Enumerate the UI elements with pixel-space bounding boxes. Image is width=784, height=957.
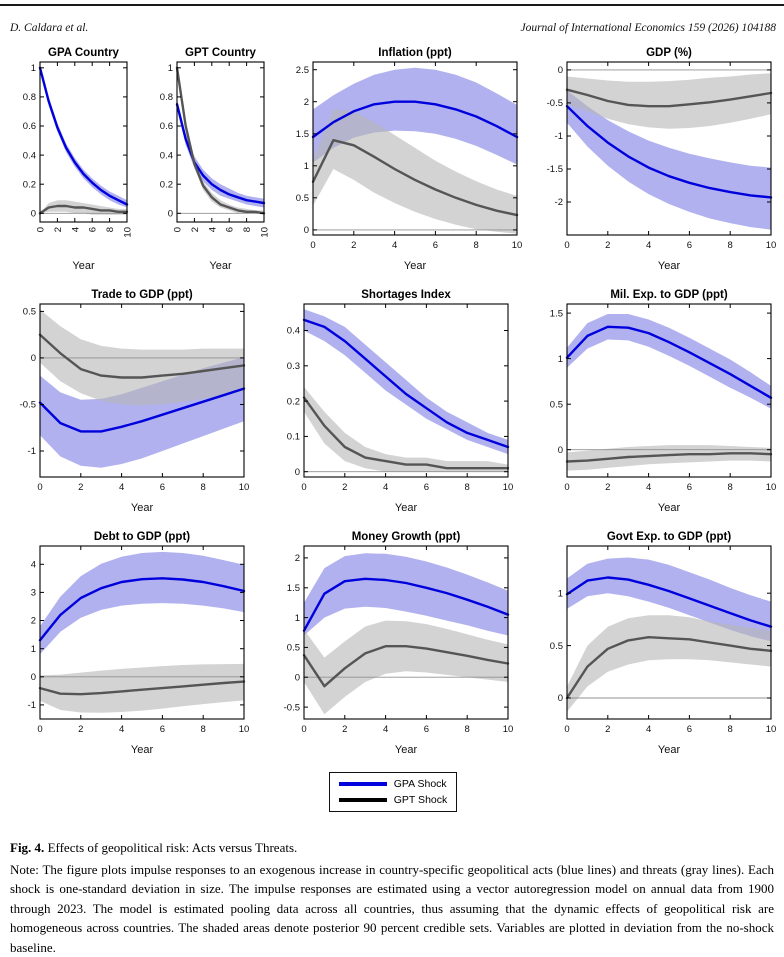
svg-text:GDP (%): GDP (%)	[646, 47, 692, 59]
svg-text:0.5: 0.5	[550, 399, 563, 410]
figure-caption	[10, 838, 774, 957]
svg-text:0: 0	[294, 672, 299, 683]
svg-text:GPT Country: GPT Country	[185, 47, 257, 59]
svg-text:10: 10	[239, 724, 250, 735]
svg-text:8: 8	[201, 724, 206, 735]
svg-text:0.4: 0.4	[286, 326, 299, 337]
svg-text:-2: -2	[555, 197, 563, 208]
chart-gpt-country	[145, 42, 271, 278]
svg-text:Trade to GDP (ppt): Trade to GDP (ppt)	[91, 289, 193, 301]
svg-text:Year: Year	[394, 744, 417, 756]
svg-text:6: 6	[224, 227, 235, 232]
svg-text:2: 2	[53, 227, 64, 232]
svg-text:10: 10	[123, 227, 134, 238]
running-head-journal: Journal of International Economics 159 (2026) 104188	[520, 22, 776, 34]
svg-text:2: 2	[605, 724, 610, 735]
svg-text:0: 0	[301, 482, 306, 493]
svg-text:10: 10	[512, 240, 523, 251]
figure-title: Effects of geopolitical risk: Acts versus Threats.	[48, 840, 298, 855]
chart-svg	[145, 42, 271, 273]
svg-text:6: 6	[160, 724, 165, 735]
svg-text:Year: Year	[394, 502, 417, 514]
svg-text:2: 2	[605, 240, 610, 251]
svg-text:0: 0	[564, 482, 569, 493]
chart-debt-to-gdp	[8, 526, 251, 762]
svg-text:10: 10	[502, 482, 513, 493]
svg-text:0.2: 0.2	[159, 179, 172, 190]
svg-text:0.5: 0.5	[23, 307, 36, 318]
chart-svg	[8, 526, 251, 757]
svg-text:6: 6	[423, 482, 428, 493]
svg-text:Year: Year	[131, 744, 154, 756]
svg-text:4: 4	[382, 482, 387, 493]
svg-text:6: 6	[433, 240, 438, 251]
svg-text:1.5: 1.5	[550, 308, 563, 319]
svg-text:4: 4	[646, 724, 651, 735]
svg-text:0.8: 0.8	[23, 92, 36, 103]
svg-text:2: 2	[190, 227, 201, 232]
svg-text:Money Growth (ppt): Money Growth (ppt)	[351, 531, 460, 543]
chart-gpa-country	[8, 42, 134, 278]
svg-text:2: 2	[304, 97, 309, 108]
chart-row-2	[8, 284, 778, 520]
svg-text:8: 8	[201, 482, 206, 493]
svg-text:0: 0	[311, 240, 316, 251]
svg-text:Year: Year	[72, 260, 95, 272]
svg-text:4: 4	[119, 482, 124, 493]
svg-text:0.4: 0.4	[23, 150, 36, 161]
svg-text:3: 3	[31, 588, 36, 599]
svg-text:6: 6	[88, 227, 99, 232]
legend-item-gpa-shock	[339, 778, 448, 790]
svg-text:-1: -1	[28, 446, 36, 457]
svg-text:2: 2	[31, 616, 36, 627]
svg-text:6: 6	[687, 482, 692, 493]
svg-text:0: 0	[294, 467, 299, 478]
svg-text:1: 1	[304, 161, 309, 172]
chart-svg	[272, 284, 515, 515]
chart-govt-exp-to-gdp	[535, 526, 778, 762]
svg-text:4: 4	[207, 227, 218, 232]
svg-text:0: 0	[172, 227, 183, 232]
svg-text:1: 1	[167, 63, 172, 74]
svg-text:-0.5: -0.5	[20, 400, 36, 411]
chart-svg	[535, 42, 778, 273]
chart-mil-exp-to-gdp	[535, 284, 778, 520]
chart-shortages-index	[272, 284, 515, 520]
svg-text:8: 8	[728, 240, 733, 251]
svg-text:4: 4	[70, 227, 81, 232]
chart-svg	[535, 526, 778, 757]
svg-text:10: 10	[259, 227, 270, 238]
svg-text:0: 0	[37, 724, 42, 735]
svg-text:Govt Exp. to GDP (ppt): Govt Exp. to GDP (ppt)	[607, 531, 732, 543]
svg-text:0: 0	[31, 672, 36, 683]
svg-text:0: 0	[36, 227, 47, 232]
svg-text:8: 8	[728, 482, 733, 493]
chart-svg	[8, 284, 251, 515]
svg-text:1: 1	[294, 613, 299, 624]
svg-text:4: 4	[392, 240, 397, 251]
svg-text:Year: Year	[658, 260, 681, 272]
figure-number: Fig. 4.	[10, 840, 44, 855]
figure-legend	[329, 772, 458, 812]
svg-text:0.5: 0.5	[296, 193, 309, 204]
gpt-shock-line-swatch	[339, 798, 387, 802]
svg-text:10: 10	[239, 482, 250, 493]
svg-text:10: 10	[766, 240, 777, 251]
svg-text:1: 1	[558, 588, 563, 599]
svg-text:-1.5: -1.5	[547, 164, 563, 175]
svg-text:2: 2	[294, 553, 299, 564]
svg-text:8: 8	[464, 724, 469, 735]
figure-note: Note: The figure plots impulse responses to an exogenous increase in country-specific geopolitical acts (blue lines) and threats (gray lines). Each shock is one-standard deviation in size. The impulse responses are estimated using a vector autoregression model on annual data from 1900 through 2023. The model is estimated pooling data across all countries, thus assuming that the dynamic effects of geopolitical risk are homogeneous across countries. The shaded areas denote posterior 90 percent credible sets. Variables are plotted in deviation from the no-shock baseline.	[10, 860, 774, 957]
svg-text:4: 4	[646, 240, 651, 251]
figure-4	[0, 34, 784, 812]
svg-text:GPA Country: GPA Country	[48, 47, 120, 59]
svg-text:Year: Year	[131, 502, 154, 514]
svg-text:0.4: 0.4	[159, 150, 172, 161]
svg-text:0: 0	[37, 482, 42, 493]
svg-text:0.5: 0.5	[286, 643, 299, 654]
svg-text:2: 2	[342, 482, 347, 493]
chart-svg	[8, 42, 134, 273]
svg-text:0.5: 0.5	[550, 641, 563, 652]
chart-gdp	[535, 42, 778, 278]
svg-text:0.6: 0.6	[23, 121, 36, 132]
svg-text:8: 8	[464, 482, 469, 493]
svg-text:6: 6	[423, 724, 428, 735]
svg-text:6: 6	[687, 724, 692, 735]
svg-text:4: 4	[646, 482, 651, 493]
running-head-authors: D. Caldara et al.	[10, 22, 88, 34]
svg-text:2: 2	[605, 482, 610, 493]
svg-text:1: 1	[558, 354, 563, 365]
chart-svg	[535, 284, 778, 515]
svg-text:0.3: 0.3	[286, 361, 299, 372]
gpa-shock-line-swatch	[339, 782, 387, 786]
svg-text:0: 0	[31, 209, 36, 220]
svg-text:10: 10	[502, 724, 513, 735]
svg-text:0.2: 0.2	[286, 396, 299, 407]
svg-text:4: 4	[382, 724, 387, 735]
svg-text:0.8: 0.8	[159, 92, 172, 103]
chart-trade-to-gdp	[8, 284, 251, 520]
svg-text:2: 2	[351, 240, 356, 251]
svg-text:8: 8	[474, 240, 479, 251]
chart-row-1	[8, 42, 778, 278]
svg-text:0: 0	[304, 225, 309, 236]
svg-text:Year: Year	[209, 260, 232, 272]
svg-text:Debt to GDP (ppt): Debt to GDP (ppt)	[94, 531, 190, 543]
svg-text:-1: -1	[555, 131, 563, 142]
legend-item-gpt-shock	[339, 794, 448, 806]
svg-text:8: 8	[105, 227, 116, 232]
svg-text:-0.5: -0.5	[547, 98, 563, 109]
svg-text:4: 4	[119, 724, 124, 735]
chart-svg	[281, 42, 524, 273]
chart-row-3	[8, 526, 778, 762]
svg-text:0: 0	[301, 724, 306, 735]
svg-text:6: 6	[160, 482, 165, 493]
chart-svg	[272, 526, 515, 757]
svg-text:0: 0	[167, 209, 172, 220]
svg-text:0: 0	[564, 240, 569, 251]
svg-text:0: 0	[564, 724, 569, 735]
svg-text:8: 8	[242, 227, 253, 232]
svg-text:0.2: 0.2	[23, 179, 36, 190]
svg-text:6: 6	[687, 240, 692, 251]
svg-text:Mil. Exp. to GDP (ppt): Mil. Exp. to GDP (ppt)	[610, 289, 728, 301]
svg-text:2: 2	[78, 724, 83, 735]
page-header	[0, 6, 784, 34]
svg-text:-0.5: -0.5	[283, 702, 299, 713]
chart-inflation	[281, 42, 524, 278]
svg-text:10: 10	[766, 724, 777, 735]
svg-text:8: 8	[728, 724, 733, 735]
svg-text:Year: Year	[658, 502, 681, 514]
svg-text:0.1: 0.1	[286, 432, 299, 443]
svg-text:2: 2	[342, 724, 347, 735]
chart-money-growth	[272, 526, 515, 762]
legend-label-gpa: GPA Shock	[394, 778, 447, 790]
legend-label-gpt: GPT Shock	[394, 794, 448, 806]
svg-text:1.5: 1.5	[296, 129, 309, 140]
svg-text:1.5: 1.5	[286, 583, 299, 594]
svg-text:-1: -1	[28, 700, 36, 711]
svg-text:1: 1	[31, 644, 36, 655]
svg-text:2.5: 2.5	[296, 65, 309, 76]
svg-text:4: 4	[31, 560, 36, 571]
svg-text:Inflation (ppt): Inflation (ppt)	[379, 47, 453, 59]
svg-text:2: 2	[78, 482, 83, 493]
svg-text:0: 0	[31, 353, 36, 364]
svg-text:0: 0	[558, 445, 563, 456]
svg-text:Shortages Index: Shortages Index	[361, 289, 451, 301]
svg-text:Year: Year	[404, 260, 427, 272]
svg-text:10: 10	[766, 482, 777, 493]
svg-text:0: 0	[558, 65, 563, 76]
svg-text:1: 1	[31, 63, 36, 74]
figure-caption-title-line	[10, 838, 774, 858]
svg-text:0.6: 0.6	[159, 121, 172, 132]
svg-text:Year: Year	[658, 744, 681, 756]
svg-text:0: 0	[558, 693, 563, 704]
